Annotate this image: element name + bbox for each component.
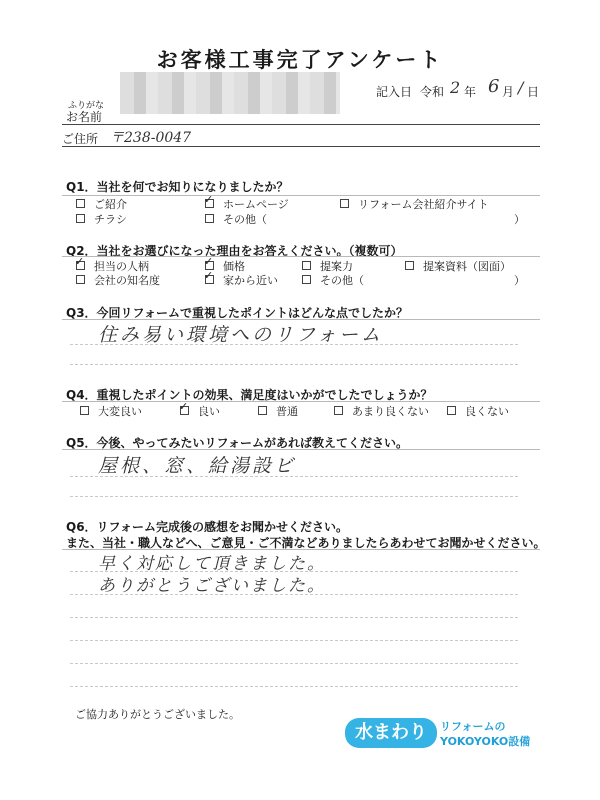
year-label: 年 xyxy=(464,85,477,99)
checkbox-icon xyxy=(76,275,85,284)
q2-option[interactable]: ✓担当の人柄 xyxy=(76,258,149,274)
logo-subtitle: リフォームの xyxy=(440,720,506,733)
checkbox-checked-icon xyxy=(180,406,189,415)
answer-line xyxy=(70,496,518,497)
answer-line xyxy=(70,594,518,595)
name-label: お名前 xyxy=(66,110,103,124)
day-value[interactable]: / xyxy=(518,78,524,97)
q2-option[interactable]: ✓ 家から近い xyxy=(205,272,278,288)
checkbox-icon xyxy=(258,406,267,415)
q4-option[interactable]: 良くない xyxy=(447,403,509,419)
checkbox-icon xyxy=(302,275,311,284)
q2-close-paren: ） xyxy=(514,274,525,287)
survey-title: お客様工事完了アンケート xyxy=(156,48,444,72)
checkbox-icon xyxy=(76,199,85,208)
answer-line xyxy=(70,686,518,687)
q1-option[interactable]: その他（ xyxy=(205,211,267,227)
q2-option[interactable]: 提案資料（図面） xyxy=(405,258,511,274)
q3-answer[interactable]: 住み易い環境へのリフォーム xyxy=(98,324,384,346)
answer-line xyxy=(70,640,518,641)
checkbox-icon xyxy=(447,406,456,415)
checkbox-icon xyxy=(334,406,343,415)
q4-option[interactable]: あまり良くない xyxy=(334,403,429,419)
entry-date-label: 記入日 xyxy=(376,85,413,99)
checkbox-icon xyxy=(405,261,414,270)
q1-question: Q1．当社を何でお知りになりましたか？ xyxy=(66,180,289,194)
q4-option[interactable]: 大変良い xyxy=(80,403,142,419)
q2-rule xyxy=(62,256,540,257)
q2-question: Q2．当社をお選びになった理由をお答えください。（複数可） xyxy=(66,244,403,258)
q4-question: Q4．重視したポイントの効果、満足度はいかがでしたでしょうか？ xyxy=(66,388,433,402)
furigana-label: ふりがな xyxy=(68,101,105,111)
logo-company-name: YOKOYOKO設備 xyxy=(440,735,531,748)
q6-answer-line2[interactable]: ありがとうございました。 xyxy=(98,576,326,596)
address-value[interactable]: 〒238-0047 xyxy=(110,130,192,146)
q1-option[interactable]: ご紹介 xyxy=(76,196,127,212)
q2-option[interactable]: 提案力 xyxy=(302,258,353,274)
q5-rule xyxy=(62,449,540,450)
redacted-name xyxy=(120,72,340,114)
q5-answer[interactable]: 屋根、窓、給湯設ビ xyxy=(98,455,297,477)
era-label: 令和 xyxy=(420,85,445,99)
checkbox-checked-icon xyxy=(76,261,85,270)
q6-question-note: また、当社・職人などへ、ご意見・ご不満などありましたらあわせてお聞かせください。 xyxy=(66,536,546,550)
answer-line xyxy=(70,476,518,477)
month-label: 月 xyxy=(502,85,515,99)
q4-rule xyxy=(62,401,540,402)
q2-option[interactable]: ✓ 価格 xyxy=(205,258,245,274)
year-value[interactable]: 2 xyxy=(450,78,461,97)
thanks-text: ご協力ありがとうございました。 xyxy=(75,708,240,721)
checkbox-icon xyxy=(340,199,349,208)
checkbox-checked-icon xyxy=(205,275,214,284)
q2-option[interactable]: その他（ xyxy=(302,272,364,288)
q6-question: Q6．リフォーム完成後の感想をお聞かせください。 xyxy=(66,520,348,534)
q4-option[interactable]: 普通 xyxy=(258,403,298,419)
checkbox-icon xyxy=(76,214,85,223)
q3-question: Q3．今回リフォームで重視したポイントはどんな点でしたか？ xyxy=(66,306,408,320)
address-label: ご住所 xyxy=(62,132,99,146)
checkbox-icon xyxy=(80,406,89,415)
company-logo: 水まわり xyxy=(345,718,437,748)
q1-option[interactable]: チラシ xyxy=(76,211,127,227)
answer-line xyxy=(70,663,518,664)
checkbox-checked-icon xyxy=(205,199,214,208)
address-underline xyxy=(62,146,540,147)
q6-answer-line1[interactable]: 早く対応して頂きました。 xyxy=(98,554,326,574)
month-value[interactable]: 6 xyxy=(488,76,500,97)
q1-close-paren: ） xyxy=(514,213,525,226)
day-label: 日 xyxy=(527,85,540,99)
q4-option[interactable]: ✓ 良い xyxy=(180,403,220,419)
answer-line xyxy=(70,617,518,618)
checkbox-icon xyxy=(302,261,311,270)
q2-option[interactable]: 会社の知名度 xyxy=(76,272,160,288)
checkbox-icon xyxy=(205,214,214,223)
q1-option[interactable]: ✓ ホームページ xyxy=(205,196,289,212)
name-underline xyxy=(62,124,540,125)
q1-option[interactable]: リフォーム会社紹介サイト xyxy=(340,196,489,212)
answer-line xyxy=(70,364,518,365)
answer-line xyxy=(70,344,518,345)
q5-question: Q5．今後、やってみたいリフォームがあれば教えてください。 xyxy=(66,436,408,450)
